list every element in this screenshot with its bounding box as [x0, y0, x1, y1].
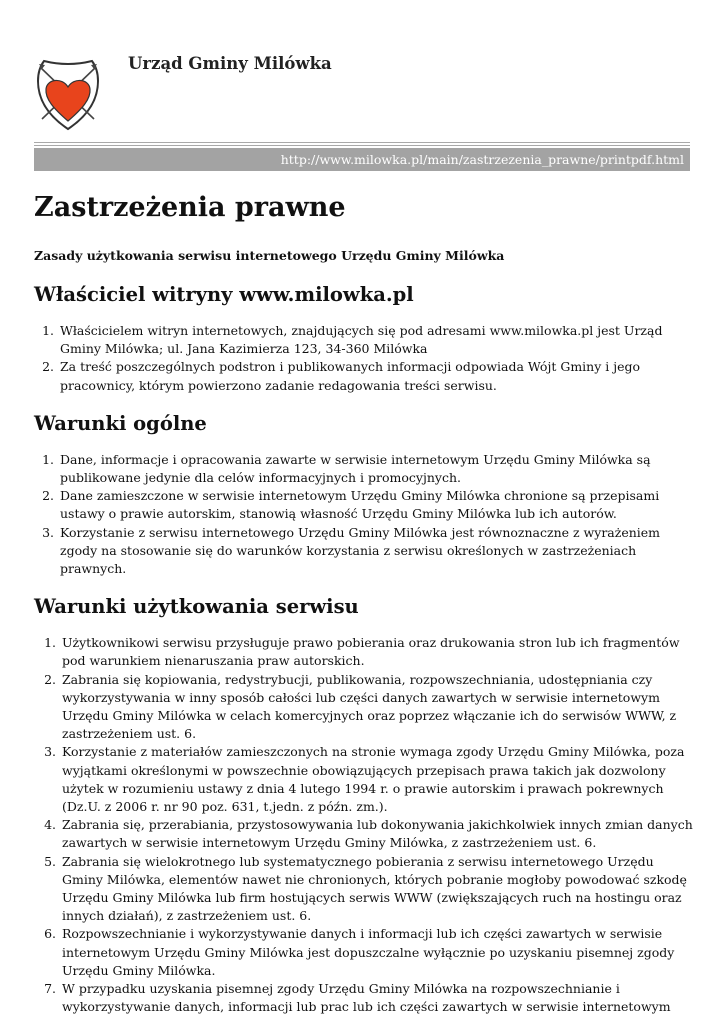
- main-content: [34, 190, 694, 1033]
- page-subtitle: Zasady użytkowania serwisu internetowego Urzędu Gminy Milówka: [34, 248, 505, 263]
- list-item: 2. Dane zamieszczone w serwisie internetowym Urzędu Gminy Milówka chronione są przepisami ustawy o prawie autorskim, stanowią własność Urzędu Gminy Milówka lub ich autorów.: [58, 487, 694, 523]
- general-terms-list: [34, 451, 694, 578]
- list-item: 2. Za treść poszczególnych podstron i publikowanych informacji odpowiada Wójt Gminy i jego pracownicy, którym powierzono zadanie redagowania treści serwisu.: [58, 358, 694, 394]
- list-item: 6. Rozpowszechnianie i wykorzystywanie danych i informacji lub ich części zawartych w serwisie internetowym Urzędu Gminy Milówka jest dopuszczalne wyłącznie po uzyskaniu pisemnej zgody Urzędu Gminy Milówka.: [60, 925, 694, 980]
- list-item: 3. Korzystanie z materiałów zamieszczonych na stronie wymaga zgody Urzędu Gminy Milówka, poza wyjątkami określonymi w powszechnie obowiązujących przepisach prawa takich jak dozwolony użytek w rozumieniu ustawy z dnia 4 lutego 1994 r. o prawie autorskim i prawach pokrewnych (Dz.U. z 2006 r. nr 90 poz. 631, t.jedn. z późn. zm.).: [60, 743, 694, 816]
- list-item: 1. Dane, informacje i opracowania zawarte w serwisie internetowym Urzędu Gminy Milówka są publikowane jedynie dla celów informacyjnych i promocyjnych.: [58, 451, 694, 487]
- list-item: 1. Użytkownikowi serwisu przysługuje prawo pobierania oraz drukowania stron lub ich fragmentów pod warunkiem nienaruszania praw autorskich.: [60, 634, 694, 670]
- page-url-bar: http://www.milowka.pl/main/zastrzezenia_prawne/printpdf.html: [34, 148, 690, 171]
- list-item: 5. Zabrania się wielokrotnego lub systematycznego pobierania z serwisu internetowego Urzędu Gminy Milówka, elementów nawet nie chronionych, których pobranie mogłoby powodować szkodę Urzędu Gminy Milówka lub firm hostujących serwis WWW (zwiększających ruch na hostingu oraz innych działań), z zastrzeżeniem ust. 6.: [60, 853, 694, 926]
- list-item: 2. Zabrania się kopiowania, redystrybucji, publikowania, rozpowszechniania, udostępniania czy wykorzystywania w inny sposób całości lub części danych zawartych w serwisie internetowym Urzędu Gminy Milówka w celach komercyjnych oraz poprzez włączanie ich do serwisów WWW, z zastrzeżeniem ust. 6.: [60, 671, 694, 744]
- list-item: 7. W przypadku uzyskania pisemnej zgody Urzędu Gminy Milówka na rozpowszechnianie i wykorzystywanie danych, informacji lub prac lub ich części zawartych w serwisie internetowym: [60, 980, 694, 1016]
- page-title: Zastrzeżenia prawne: [34, 192, 346, 223]
- owner-list: [34, 322, 694, 395]
- list-item: 3. Korzystanie z serwisu internetowego Urzędu Gminy Milówka jest równoznaczne z wyrażeniem zgody na stosowanie się do warunków korzystania z serwisu określonych w zastrzeżeniach prawnych.: [58, 524, 694, 579]
- organization-name: Urząd Gminy Milówka: [128, 54, 332, 73]
- heart-shield-crest-icon: [34, 57, 102, 131]
- section-heading-general-terms: Warunki ogólne: [34, 411, 207, 435]
- section-heading-usage-terms: Warunki użytkowania serwisu: [34, 595, 359, 619]
- usage-terms-list: [34, 634, 694, 1016]
- header-divider: [34, 145, 690, 146]
- list-item: 4. Zabrania się, przerabiania, przystosowywania lub dokonywania jakichkolwiek innych zmian danych zawartych w serwisie internetowym Urzędu Gminy Milówka, z zastrzeżeniem ust. 6.: [60, 816, 694, 852]
- list-item: 1. Właścicielem witryn internetowych, znajdujących się pod adresami www.milowka.pl jest Urząd Gminy Milówka; ul. Jana Kazimierza 123, 34-360 Milówka: [58, 322, 694, 358]
- header-divider: [34, 142, 690, 143]
- section-heading-owner: Właściciel witryny www.milowka.pl: [34, 283, 414, 306]
